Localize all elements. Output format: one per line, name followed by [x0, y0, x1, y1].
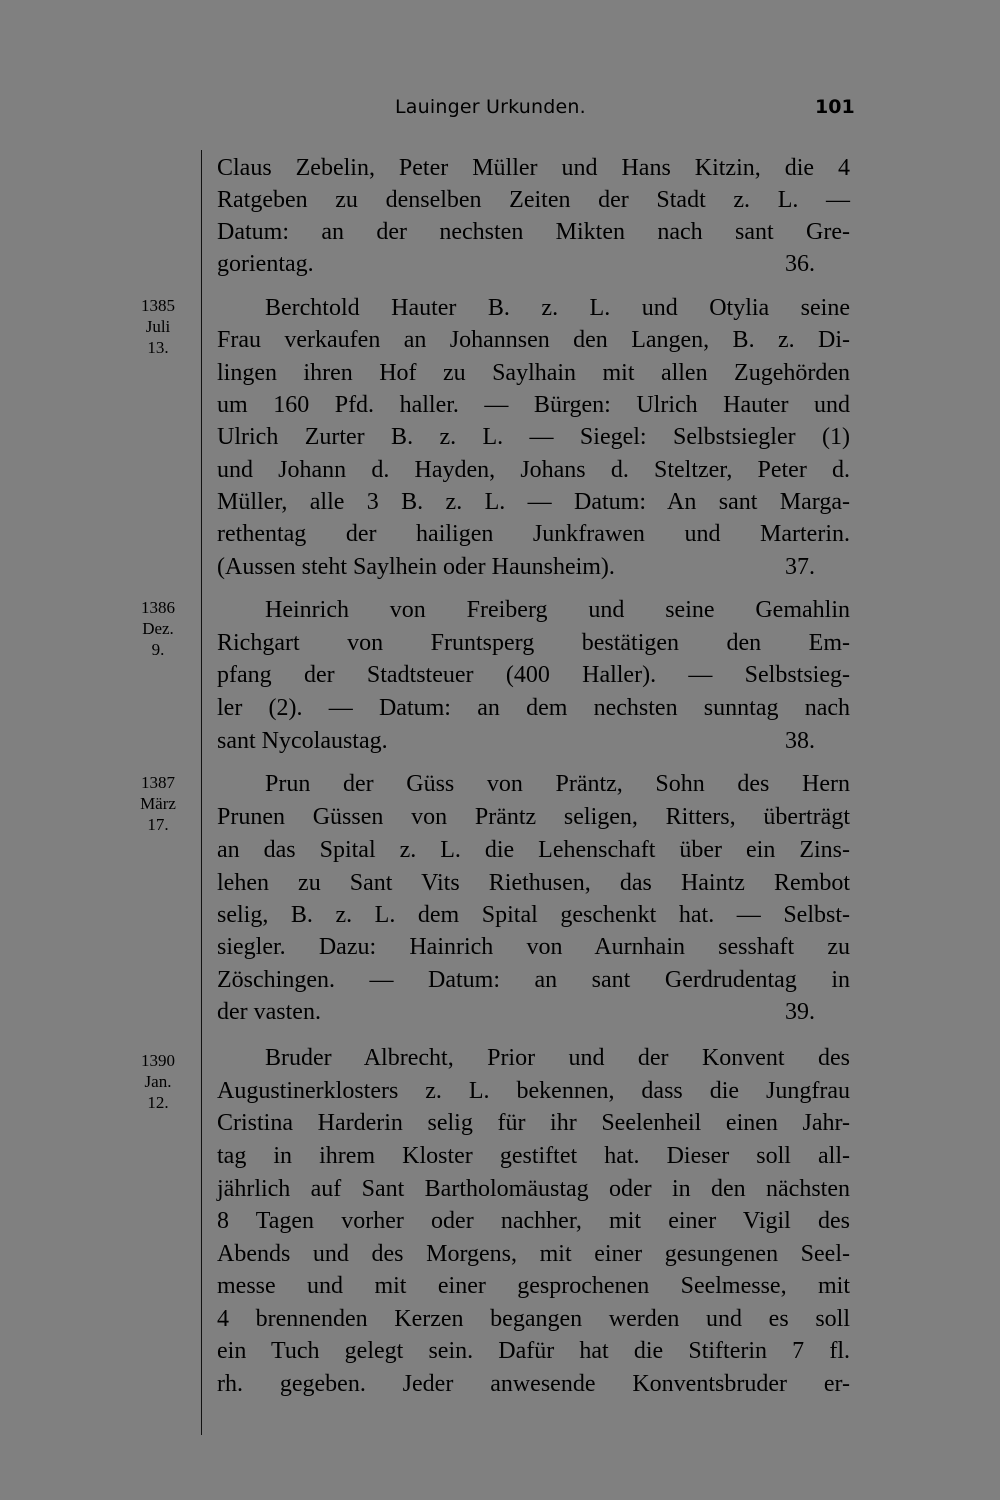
text-line: Heinrich von Freiberg und seine Gemahlin	[265, 597, 850, 623]
date-sidenote	[128, 772, 188, 835]
text-line: Datum: an der nechsten Mikten nach sant Gre-	[217, 219, 850, 245]
text-line: pfang der Stadtsteuer (400 Haller). — Selbstsieg-	[217, 662, 850, 688]
text-line: Prun der Güss von Präntz, Sohn des Hern	[265, 771, 850, 797]
text-line: selig, B. z. L. dem Spital geschenkt hat. — Selbst-	[217, 902, 850, 928]
date-sidenote	[128, 597, 188, 660]
text-line: Zöschingen. — Datum: an sant Gerdrudentag in	[217, 967, 850, 993]
sidenote-month: Jan.	[144, 1072, 172, 1091]
entry-number: 37.	[785, 554, 815, 580]
text-line: Ratgeben zu denselben Zeiten der Stadt z. L. —	[217, 187, 850, 213]
text-line: Richgart von Fruntsperg bestätigen den Em-	[217, 630, 850, 656]
text-line: siegler. Dazu: Hainrich von Aurnhain sesshaft zu	[217, 934, 850, 960]
text-line: rethentag der hailigen Junkfrawen und Marterin.	[217, 521, 850, 547]
text-line: ein Tuch gelegt sein. Dafür hat die Stifterin 7 fl.	[217, 1338, 850, 1364]
text-line: (Aussen steht Saylhein oder Haunsheim).	[217, 554, 615, 580]
text-line: 8 Tagen vorher oder nachher, mit einer Vigil des	[217, 1208, 850, 1234]
page-number: 101	[815, 96, 855, 118]
entry-number: 38.	[785, 728, 815, 754]
sidenote-year: 1385	[141, 296, 175, 315]
sidenote-year: 1390	[141, 1051, 175, 1070]
text-line: rh. gegeben. Jeder anwesende Konventsbruder er-	[217, 1371, 850, 1397]
text-line: Claus Zebelin, Peter Müller und Hans Kitzin, die 4	[217, 155, 850, 181]
sidenote-day: 9.	[151, 640, 165, 659]
text-line: Cristina Harderin selig für ihr Seelenheil einen Jahr-	[217, 1110, 850, 1136]
sidenote-year: 1386	[141, 598, 175, 617]
running-head	[0, 96, 1000, 126]
text-line: Bruder Albrecht, Prior und der Konvent des	[265, 1045, 850, 1071]
text-line: jährlich auf Sant Bartholomäustag oder in den nächsten	[217, 1176, 850, 1202]
text-line: ler (2). — Datum: an dem nechsten sunntag nach	[217, 695, 850, 721]
sidenote-day: 17.	[147, 815, 169, 834]
sidenote-month: März	[140, 794, 176, 813]
text-line: an das Spital z. L. die Lehenschaft über ein Zins-	[217, 837, 850, 863]
sidenote-day: 13.	[147, 338, 169, 357]
date-sidenote	[128, 1050, 188, 1113]
text-line: messe und mit einer gesprochenen Seelmesse, mit	[217, 1273, 850, 1299]
text-line: Prunen Güssen von Präntz seligen, Ritters, überträgt	[217, 804, 850, 830]
text-line: sant Nycolaustag.	[217, 728, 388, 754]
text-line: 4 brennenden Kerzen begangen werden und es soll	[217, 1306, 850, 1332]
text-line: Augustinerklosters z. L. bekennen, dass die Jungfrau	[217, 1078, 850, 1104]
text-line: um 160 Pfd. haller. — Bürgen: Ulrich Hauter und	[217, 392, 850, 418]
text-line: Berchtold Hauter B. z. L. und Otylia seine	[265, 295, 850, 321]
margin-rule	[201, 150, 202, 1435]
text-line: lingen ihren Hof zu Saylhain mit allen Zugehörden	[217, 360, 850, 386]
entry-number: 36.	[785, 251, 815, 277]
sidenote-month: Juli	[145, 317, 171, 336]
sidenote-month: Dez.	[142, 619, 174, 638]
text-line: gorientag.	[217, 251, 314, 277]
text-line: Ulrich Zurter B. z. L. — Siegel: Selbstsiegler (1)	[217, 424, 850, 450]
text-line: tag in ihrem Kloster gestiftet hat. Dieser soll all-	[217, 1143, 850, 1169]
text-line: Abends und des Morgens, mit einer gesungenen Seel-	[217, 1241, 850, 1267]
date-sidenote	[128, 295, 188, 358]
text-line: Frau verkaufen an Johannsen den Langen, B. z. Di-	[217, 327, 850, 353]
text-line: Müller, alle 3 B. z. L. — Datum: An sant Marga-	[217, 489, 850, 515]
text-line: und Johann d. Hayden, Johans d. Steltzer, Peter d.	[217, 457, 850, 483]
running-title: Lauinger Urkunden.	[395, 96, 586, 118]
text-line: lehen zu Sant Vits Riethusen, das Haintz Rembot	[217, 870, 850, 896]
text-line: der vasten.	[217, 999, 321, 1025]
sidenote-day: 12.	[147, 1093, 169, 1112]
entry-number: 39.	[785, 999, 815, 1025]
sidenote-year: 1387	[141, 773, 175, 792]
